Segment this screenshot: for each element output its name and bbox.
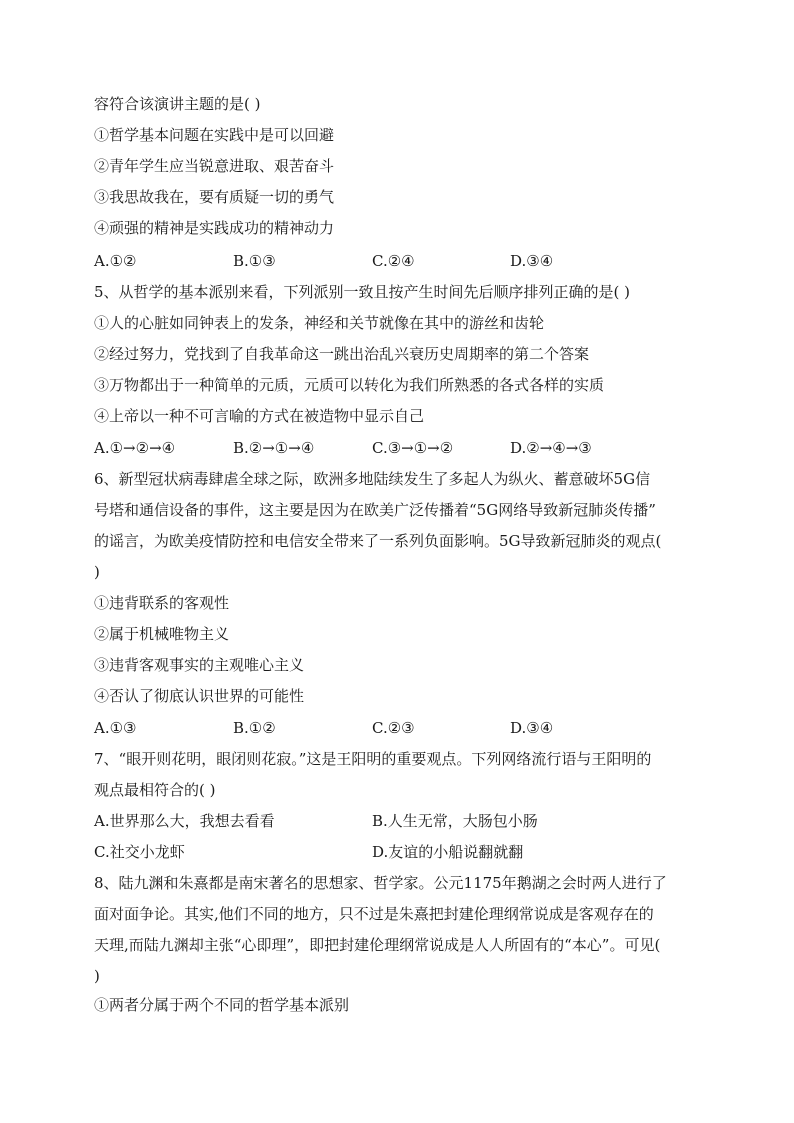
- q8-stem-line-4: ): [94, 967, 100, 985]
- q6-stem-line-2: 号塔和通信设备的事件，这主要是因为在欧美广泛传播着“5G网络导致新冠肺炎传播”: [94, 501, 656, 519]
- q6-option-b: B.①②: [233, 719, 276, 737]
- q6-item-1: ①违背联系的客观性: [94, 594, 230, 612]
- q5-option-d: D.②→④→③: [510, 439, 592, 457]
- q5-option-c: C.③→①→②: [372, 439, 454, 457]
- q5-option-a: A.①→②→④: [94, 439, 176, 457]
- q6-stem-line-3: 的谣言，为欧美疫情防控和电信安全带来了一系列负面影响。5G导致新冠肺炎的观点(: [94, 532, 662, 550]
- q4-option-d: D.③④: [510, 252, 554, 270]
- q7-stem-line-2: 观点最相符合的( ): [94, 781, 216, 799]
- q6-item-3: ③违背客观事实的主观唯心主义: [94, 656, 305, 674]
- q6-stem-line-1: 6、新型冠状病毒肆虐全球之际，欧洲多地陆续发生了多起人为纵火、蓄意破坏5G信: [94, 470, 651, 488]
- q4-item-2: ②青年学生应当锐意进取、艰苦奋斗: [94, 157, 335, 175]
- q7-option-d: D.友谊的小船说翻就翻: [372, 843, 524, 861]
- q6-item-2: ②属于机械唯物主义: [94, 625, 230, 643]
- q7-stem-line-1: 7、“眼开则花明，眼闭则花寂。”这是王阳明的重要观点。下列网络流行语与王阳明的: [94, 750, 652, 768]
- q7-options-row-2: [94, 842, 714, 862]
- q5-item-3: ③万物都出于一种简单的元质，元质可以转化为我们所熟悉的各式各样的实质: [94, 376, 605, 394]
- q5-stem: 5、从哲学的基本派别来看，下列派别一致且按产生时间先后顺序排列正确的是( ): [94, 283, 631, 301]
- q5-options: [94, 438, 714, 458]
- q5-item-4: ④上帝以一种不可言喻的方式在被造物中显示自己: [94, 407, 425, 425]
- q7-options-row-1: [94, 811, 714, 831]
- q6-option-a: A.①③: [94, 719, 137, 737]
- q6-options: [94, 718, 714, 738]
- q6-option-c: C.②③: [372, 719, 415, 737]
- q6-item-4: ④否认了彻底认识世界的可能性: [94, 687, 305, 705]
- q8-stem-line-1: 8、陆九渊和朱熹都是南宋著名的思想家、哲学家。公元1175年鹅湖之会时两人进行了: [94, 874, 667, 892]
- q4-options: [94, 251, 714, 271]
- q8-item-1: ①两者分属于两个不同的哲学基本派别: [94, 996, 350, 1014]
- q5-item-1: ①人的心脏如同钟表上的发条，神经和关节就像在其中的游丝和齿轮: [94, 314, 545, 332]
- q4-stem-tail: 容符合该演讲主题的是( ): [94, 95, 261, 113]
- q7-option-b: B.人生无常，大肠包小肠: [372, 812, 538, 830]
- q5-option-b: B.②→①→④: [233, 439, 315, 457]
- q4-option-b: B.①③: [233, 252, 276, 270]
- q4-option-a: A.①②: [94, 252, 137, 270]
- q7-option-c: C.社交小龙虾: [94, 843, 185, 861]
- q5-item-2: ②经过努力，党找到了自我革命这一跳出治乱兴衰历史周期率的第二个答案: [94, 345, 590, 363]
- q4-item-3: ③我思故我在，要有质疑一切的勇气: [94, 188, 335, 206]
- q4-item-1: ①哲学基本问题在实践中是可以回避: [94, 126, 335, 144]
- q4-item-4: ④顽强的精神是实践成功的精神动力: [94, 219, 335, 237]
- q7-option-a: A.世界那么大，我想去看看: [94, 812, 275, 830]
- q6-stem-line-4: ): [94, 563, 100, 581]
- q8-stem-line-2: 面对面争论。其实,他们不同的地方，只不过是朱熹把封建伦理纲常说成是客观存在的: [94, 905, 654, 923]
- q4-option-c: C.②④: [372, 252, 415, 270]
- q6-option-d: D.③④: [510, 719, 554, 737]
- q8-stem-line-3: 天理,而陆九渊却主张“心即理”，即把封建伦理纲常说成是人人所固有的“本心”。可见(: [94, 936, 661, 954]
